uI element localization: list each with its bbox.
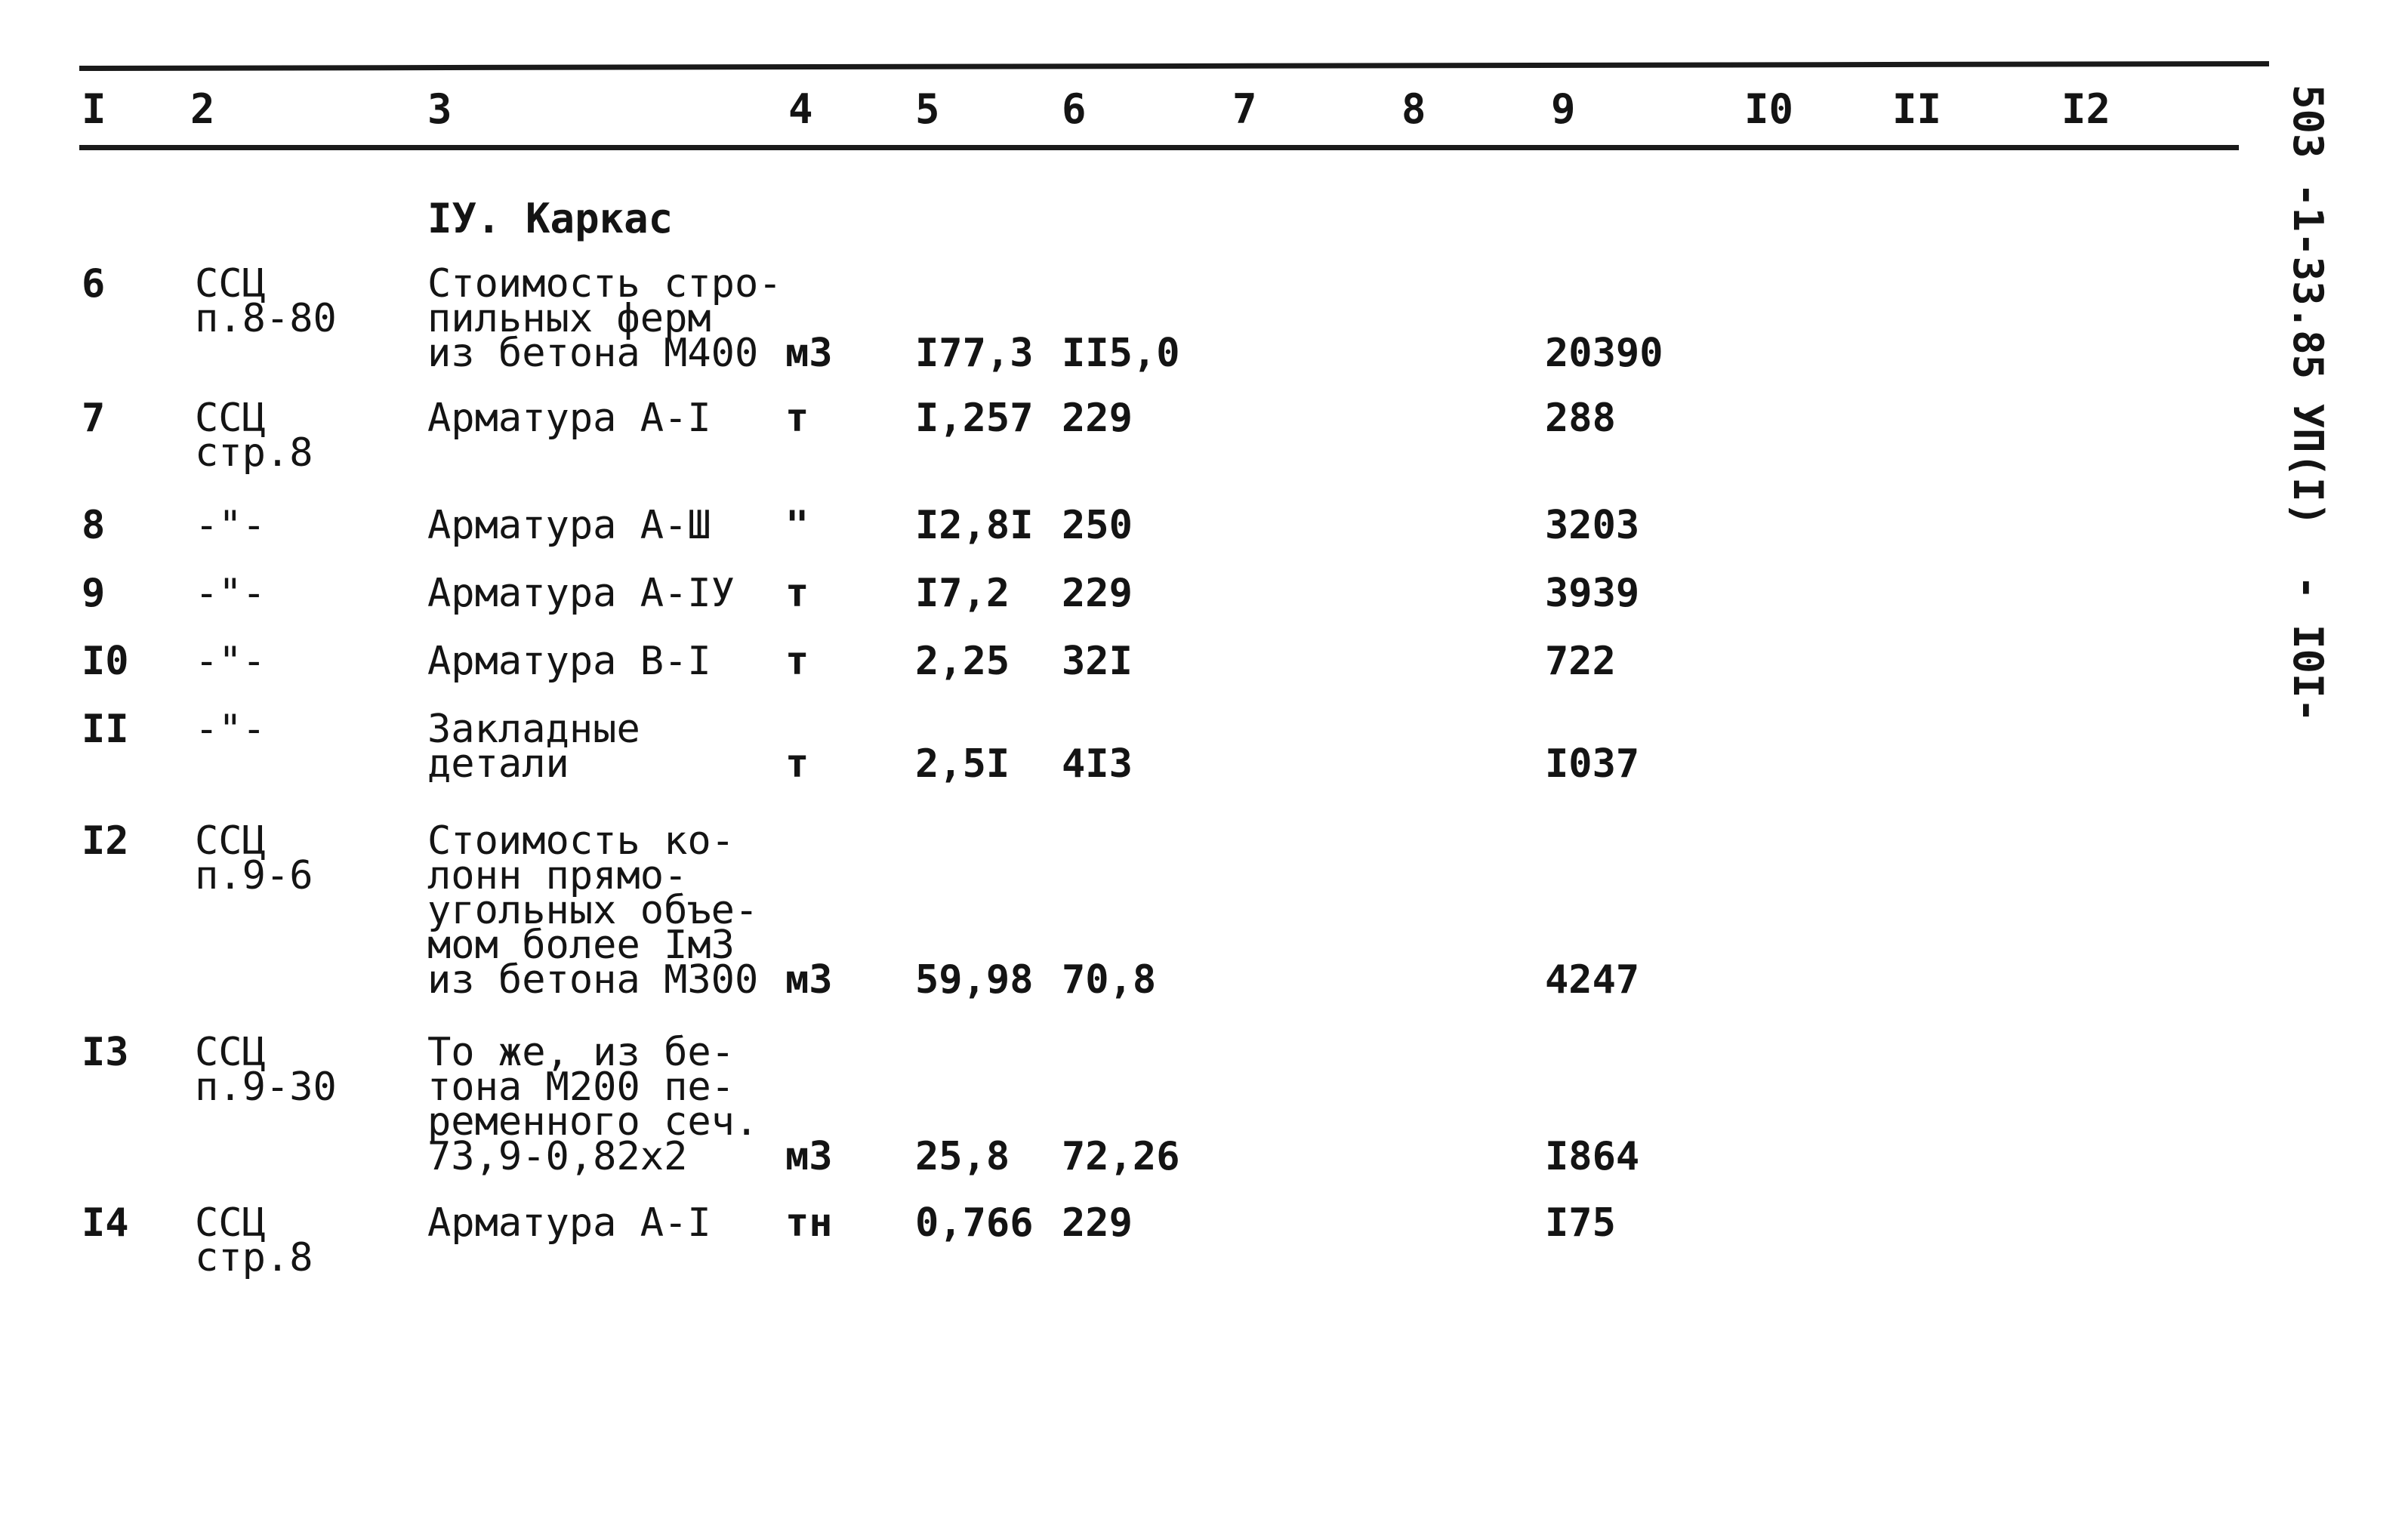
reference-line: стр.8 [195, 430, 313, 476]
unit-price-cell: 229 [1062, 396, 1133, 441]
total-cell: 288 [1545, 396, 1616, 441]
reference-line: ССЦ [195, 261, 266, 307]
total-cell: I037 [1545, 741, 1640, 787]
description-line: из бетона М300 [427, 957, 759, 1003]
reference-line: ССЦ [195, 1200, 266, 1246]
description-line: То же, из бе- [427, 1030, 735, 1075]
row-number: I2 [82, 818, 129, 864]
unit-price-cell: 250 [1062, 503, 1133, 548]
description-line: пильных ферм [427, 296, 711, 341]
column-header: I2 [2061, 85, 2111, 133]
top-rule [79, 61, 2269, 71]
total-cell: 4247 [1545, 957, 1640, 1003]
description-line: 73,9-0,82х2 [427, 1134, 688, 1179]
unit-price-cell: 70,8 [1062, 957, 1157, 1003]
quantity-cell: 2,25 [915, 639, 1010, 684]
total-cell: I75 [1545, 1200, 1616, 1246]
reference-line: ССЦ [195, 396, 266, 441]
reference-line: -"- [195, 639, 266, 684]
column-header: II [1892, 85, 1942, 133]
reference-line: п.8-80 [195, 296, 337, 341]
column-header: I0 [1744, 85, 1794, 133]
row-number: I4 [82, 1200, 129, 1246]
header-rule [79, 145, 2239, 150]
document-code: 503 -1-33.85 УП(I) [2284, 85, 2332, 527]
total-cell: I864 [1545, 1134, 1640, 1179]
row-number: 9 [82, 571, 106, 616]
reference-line: -"- [195, 503, 266, 548]
quantity-cell: 2,5I [915, 741, 1010, 787]
column-header: 4 [788, 85, 813, 133]
row-number: 6 [82, 261, 106, 307]
description-line: Стоимость ко- [427, 818, 735, 864]
column-header: 2 [190, 85, 215, 133]
total-cell: 3939 [1545, 571, 1640, 616]
section-title: IУ. Каркас [427, 195, 674, 242]
unit-cell: " [785, 503, 809, 548]
unit-cell: т [785, 741, 809, 787]
column-header: 5 [915, 85, 940, 133]
reference-line: -"- [195, 707, 266, 752]
description-line: детали [427, 741, 569, 787]
total-cell: 20390 [1545, 331, 1663, 376]
description-line: Арматура А-I [427, 396, 711, 441]
quantity-cell: I2,8I [915, 503, 1034, 548]
unit-price-cell: II5,0 [1062, 331, 1180, 376]
description-line: мом более Iм3 [427, 923, 735, 968]
description-line: Арматура В-I [427, 639, 711, 684]
reference-line: стр.8 [195, 1235, 313, 1280]
column-header: 3 [427, 85, 452, 133]
unit-cell: м3 [785, 1134, 833, 1179]
column-header: 7 [1232, 85, 1257, 133]
quantity-cell: I77,3 [915, 331, 1034, 376]
quantity-cell: 59,98 [915, 957, 1034, 1003]
quantity-cell: I7,2 [915, 571, 1010, 616]
column-header: 6 [1062, 85, 1087, 133]
unit-cell: м3 [785, 331, 833, 376]
row-number: I0 [82, 639, 129, 684]
unit-cell: т [785, 396, 809, 441]
unit-cell: тн [785, 1200, 833, 1246]
total-cell: 3203 [1545, 503, 1640, 548]
reference-line: -"- [195, 571, 266, 616]
row-number: 8 [82, 503, 106, 548]
page-number: - I0I- [2284, 575, 2332, 723]
total-cell: 722 [1545, 639, 1616, 684]
description-line: угольных объе- [427, 888, 759, 933]
row-number: 7 [82, 396, 106, 441]
column-header: I [82, 85, 106, 133]
quantity-cell: 25,8 [915, 1134, 1010, 1179]
unit-cell: т [785, 571, 809, 616]
unit-price-cell: 229 [1062, 571, 1133, 616]
description-line: Стоимость стро- [427, 261, 782, 307]
unit-price-cell: 72,26 [1062, 1134, 1180, 1179]
quantity-cell: 0,766 [915, 1200, 1034, 1246]
description-line: Арматура А-IУ [427, 571, 735, 616]
row-number: I3 [82, 1030, 129, 1075]
description-line: Закладные [427, 707, 640, 752]
unit-price-cell: 229 [1062, 1200, 1133, 1246]
unit-price-cell: 32I [1062, 639, 1133, 684]
reference-line: ССЦ [195, 1030, 266, 1075]
description-line: тона М200 пе- [427, 1065, 735, 1110]
unit-cell: т [785, 639, 809, 684]
reference-line: п.9-6 [195, 853, 313, 898]
unit-cell: м3 [785, 957, 833, 1003]
quantity-cell: I,257 [915, 396, 1034, 441]
description-line: Арматура А-Ш [427, 503, 711, 548]
description-line: Арматура А-I [427, 1200, 711, 1246]
column-header: 9 [1551, 85, 1576, 133]
reference-line: ССЦ [195, 818, 266, 864]
description-line: лонн прямо- [427, 853, 688, 898]
column-header: 8 [1401, 85, 1426, 133]
row-number: II [82, 707, 129, 752]
description-line: ременного сеч. [427, 1099, 759, 1145]
unit-price-cell: 4I3 [1062, 741, 1133, 787]
description-line: из бетона М400 [427, 331, 759, 376]
reference-line: п.9-30 [195, 1065, 337, 1110]
